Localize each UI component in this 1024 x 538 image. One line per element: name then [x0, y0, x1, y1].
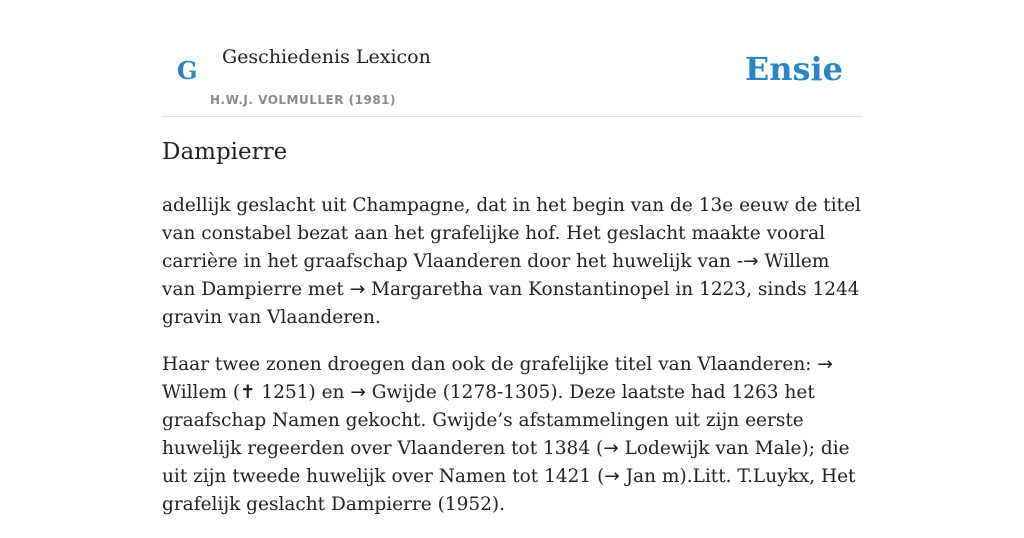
p2-text-5: ).Litt. T.Luykx, Het grafelijk geslacht Dampierre (1952).	[162, 466, 856, 515]
paragraph-2	[162, 351, 862, 519]
p2-text-3: (1278-1305). Deze laatste had 1263 het graafschap Namen gekocht. Gwijde’s afstammelingen uit zijn eerste huwelijk regeerden over Vlaanderen tot 1384 (	[162, 382, 815, 459]
link-label: Gwijde	[365, 382, 437, 403]
link-jan[interactable]	[604, 466, 679, 487]
link-label: Willem van Dampierre	[162, 251, 830, 300]
arrow-right-icon: →	[349, 279, 366, 300]
arrow-right-icon: →	[817, 354, 833, 375]
book-author: H.W.J. VOLMULLER (1981)	[210, 93, 397, 107]
p1-text-2: met	[302, 279, 350, 300]
link-margaretha[interactable]	[350, 279, 366, 300]
link-gwijde[interactable]	[350, 382, 436, 403]
brand-logo[interactable]: Ensie	[744, 50, 843, 88]
book-title[interactable]: Geschiedenis Lexicon	[222, 46, 431, 68]
link-label: Lodewijk van Male	[618, 438, 802, 459]
p2-text-1: Haar twee zonen droegen dan ook de grafelijke titel van Vlaanderen:	[162, 354, 818, 375]
paragraph-1	[162, 192, 862, 332]
link-label: Jan m	[619, 466, 680, 487]
arrow-right-icon: →	[743, 251, 759, 272]
entry-body	[162, 192, 862, 538]
arrow-right-icon: →	[350, 382, 366, 403]
arrow-right-icon: →	[603, 438, 619, 459]
header	[162, 0, 862, 117]
page	[162, 0, 862, 515]
p1-text-3: Margaretha van Konstantinopel in 1223, sinds 1244 gravin van Vlaanderen.	[162, 279, 860, 328]
p1-text-1: adellijk geslacht uit Champagne, dat in het begin van de 13e eeuw de titel van constabel bezat aan het grafelijke hof. Het geslacht maakte vooral carrière in het graafschap Vlaanderen door het huwelijk van -	[162, 195, 861, 272]
entry-title: Dampierre	[162, 139, 288, 165]
link-lodewijk-van-male[interactable]	[603, 438, 801, 459]
p2-text-4: ); die uit zijn tweede huwelijk over Namen tot 1421 (	[162, 438, 850, 487]
book-logo-icon[interactable]: G	[177, 56, 198, 85]
arrow-right-icon: →	[604, 466, 620, 487]
link-label: Willem	[162, 382, 227, 403]
p2-text-2: (✝ 1251) en	[226, 382, 351, 403]
